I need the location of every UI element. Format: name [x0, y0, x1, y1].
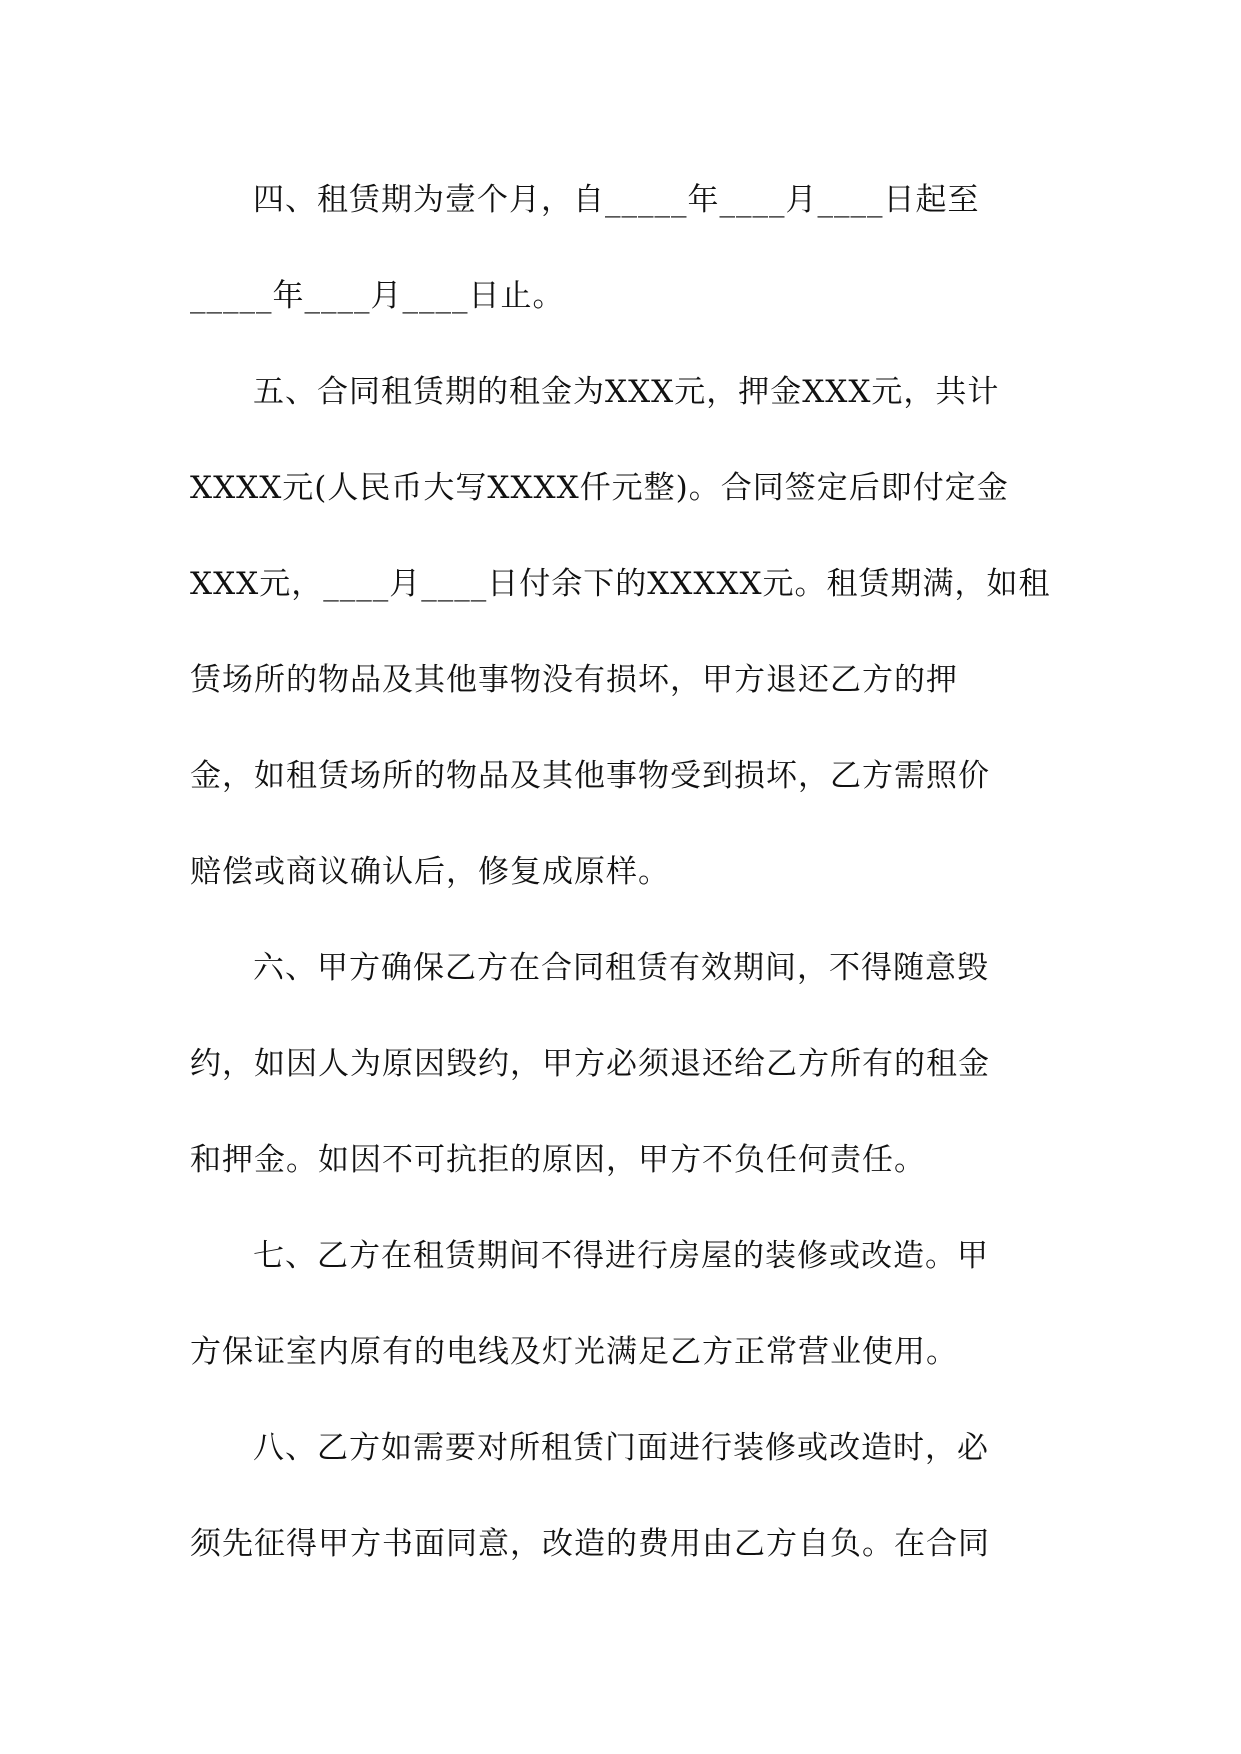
clause-6-line-2: 约，如因人为原因毁约，甲方必须退还给乙方所有的租金: [190, 1046, 990, 1082]
clause-5-line-3: XXX元，____月____日付余下的XXXXX元。租赁期满，如租: [190, 566, 1051, 602]
clause-5-line-2: XXXX元(人民币大写XXXX仟元整)。合同签定后即付定金: [190, 470, 1009, 506]
clause-8-line-2: 须先征得甲方书面同意，改造的费用由乙方自负。在合同: [190, 1526, 990, 1562]
clause-4-line-1: 四、租赁期为壹个月，自_____年____月____日起至: [253, 182, 980, 218]
clause-6-line-3: 和押金。如因不可抗拒的原因，甲方不负任何责任。: [190, 1142, 926, 1178]
clause-5-line-6: 赔偿或商议确认后，修复成原样。: [190, 854, 670, 890]
clause-8-line-1: 八、乙方如需要对所租赁门面进行装修或改造时，必: [253, 1430, 989, 1466]
clause-4-line-2: _____年____月____日止。: [190, 278, 565, 314]
clause-5-line-5: 金，如租赁场所的物品及其他事物受到损坏，乙方需照价: [190, 758, 990, 794]
clause-5-line-1: 五、合同租赁期的租金为XXX元，押金XXX元，共计: [253, 374, 1000, 410]
clause-5-line-4: 赁场所的物品及其他事物没有损坏，甲方退还乙方的押: [190, 662, 958, 698]
clause-7-line-1: 七、乙方在租赁期间不得进行房屋的装修或改造。甲: [253, 1238, 989, 1274]
clause-6-line-1: 六、甲方确保乙方在合同租赁有效期间，不得随意毁: [253, 950, 989, 986]
clause-7-line-2: 方保证室内原有的电线及灯光满足乙方正常营业使用。: [190, 1334, 958, 1370]
